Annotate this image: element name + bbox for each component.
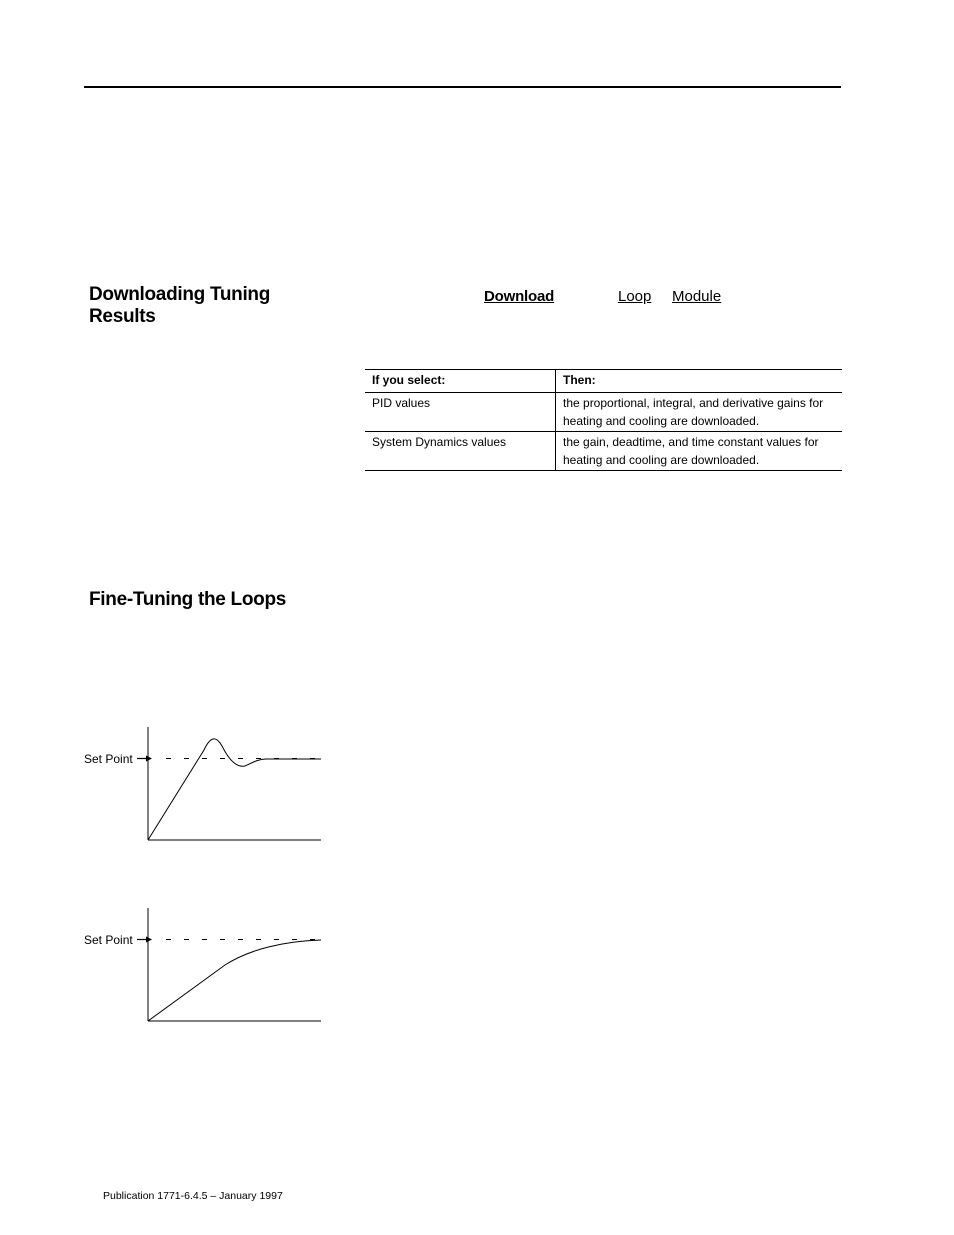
set-point-label: Set Point — [84, 752, 133, 766]
menu-module — [672, 288, 721, 306]
table-header-select: If you select: — [365, 370, 556, 393]
menu-download-label: Download — [484, 288, 555, 305]
overshoot-response-graph — [80, 724, 330, 844]
menu-module-label: Module — [672, 288, 722, 305]
table-row — [365, 432, 842, 471]
table-cell-select: PID values — [365, 393, 556, 432]
set-point-arrow-icon — [137, 937, 152, 943]
menu-loop-label: Loop — [618, 288, 652, 305]
response-curve — [148, 940, 321, 1021]
publication-footer: Publication 1771-6.4.5 – January 1997 — [103, 1190, 283, 1202]
table-row — [365, 393, 842, 432]
response-curve — [148, 739, 321, 840]
sluggish-response-graph — [80, 905, 330, 1025]
fine-tuning-loops-heading: Fine-Tuning the Loops — [89, 589, 287, 610]
menu-loop — [618, 288, 651, 306]
table-cell-then: the proportional, integral, and derivative gains for heating and cooling are downloaded. — [563, 396, 824, 428]
downloading-tuning-results-heading: Downloading Tuning Results — [89, 284, 271, 327]
table-cell-select: System Dynamics values — [365, 432, 556, 471]
table-header-then: Then: — [563, 373, 596, 387]
table-header-row — [365, 370, 842, 393]
set-point-label: Set Point — [84, 933, 133, 947]
top-rule — [84, 86, 841, 88]
download-options-table — [365, 369, 842, 471]
set-point-arrow-icon — [137, 756, 152, 762]
menu-download — [484, 288, 554, 306]
table-cell-then: the gain, deadtime, and time constant values for heating and cooling are downloaded. — [563, 435, 819, 467]
